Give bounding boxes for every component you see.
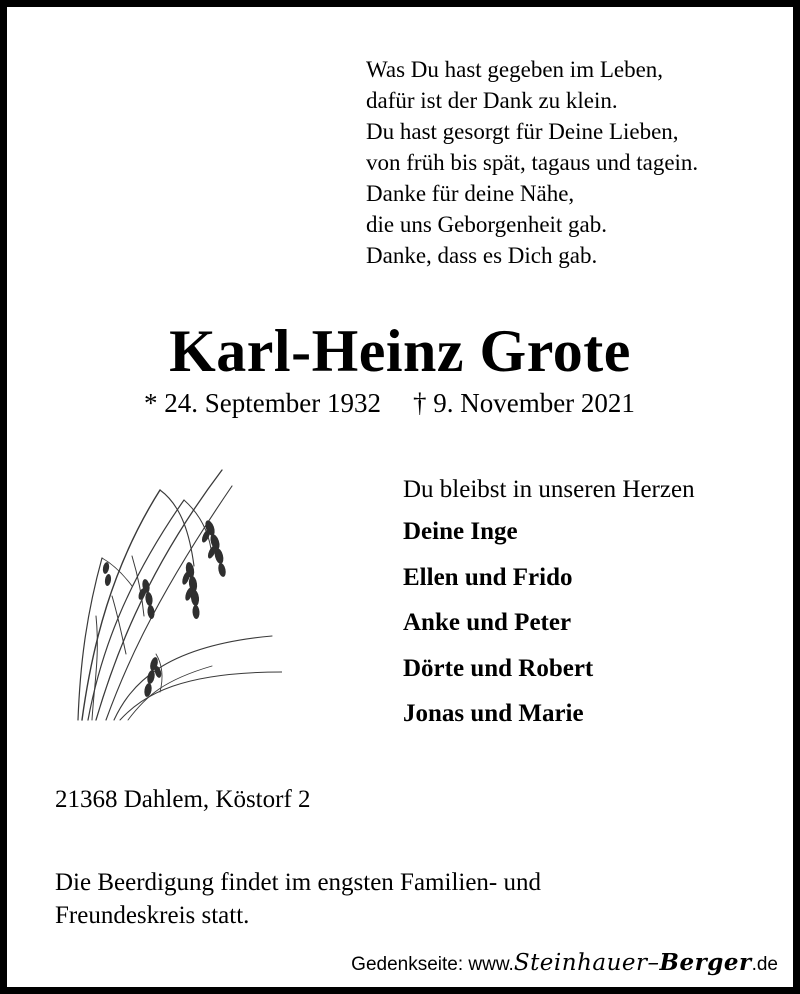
memorial-page-link[interactable] — [351, 948, 778, 980]
wheat-stalks-illustration — [72, 466, 282, 724]
domain-suffix: .de — [751, 954, 778, 975]
poem-line: Danke für deine Nähe, — [366, 181, 575, 206]
mourner-name: Jonas und Marie — [403, 700, 584, 727]
brand-berger: Berger — [659, 949, 752, 976]
mourner-name: Ellen und Frido — [403, 563, 573, 591]
deceased-name: Karl-Heinz Grote — [169, 318, 631, 384]
memorial-page-label: Gedenkseite: www. — [351, 954, 514, 975]
birth-date: * 24. September 1932 — [144, 388, 381, 418]
closing-line: Du bleibst in unseren Herzen — [403, 476, 695, 503]
poem-line: dafür ist der Dank zu klein. — [366, 88, 618, 113]
mourner-name: Dörte und Robert — [403, 654, 594, 682]
brand-separator: – — [647, 950, 660, 976]
funeral-notice-line: Freundeskreis statt. — [55, 902, 250, 929]
poem-line: von früh bis spät, tagaus und tagein. — [366, 150, 699, 175]
funeral-notice-line: Die Beerdigung findet im engsten Familien- und — [55, 869, 542, 896]
life-dates — [144, 386, 635, 420]
mourners-list — [403, 514, 593, 742]
brand-steinhauer: Steinhauer — [513, 950, 648, 976]
death-date: † 9. November 2021 — [412, 388, 635, 418]
address: 21368 Dahlem, Köstorf 2 — [55, 786, 311, 813]
poem-line: Was Du hast gegeben im Leben, — [366, 57, 664, 82]
poem-line: die uns Geborgenheit gab. — [366, 212, 608, 237]
mourner-name: Anke und Peter — [403, 609, 572, 636]
poem — [366, 54, 698, 271]
poem-line: Du hast gesorgt für Deine Lieben, — [366, 119, 679, 144]
mourner-name: Deine Inge — [403, 518, 518, 545]
poem-line: Danke, dass es Dich gab. — [366, 243, 598, 268]
funeral-notice — [55, 866, 695, 932]
